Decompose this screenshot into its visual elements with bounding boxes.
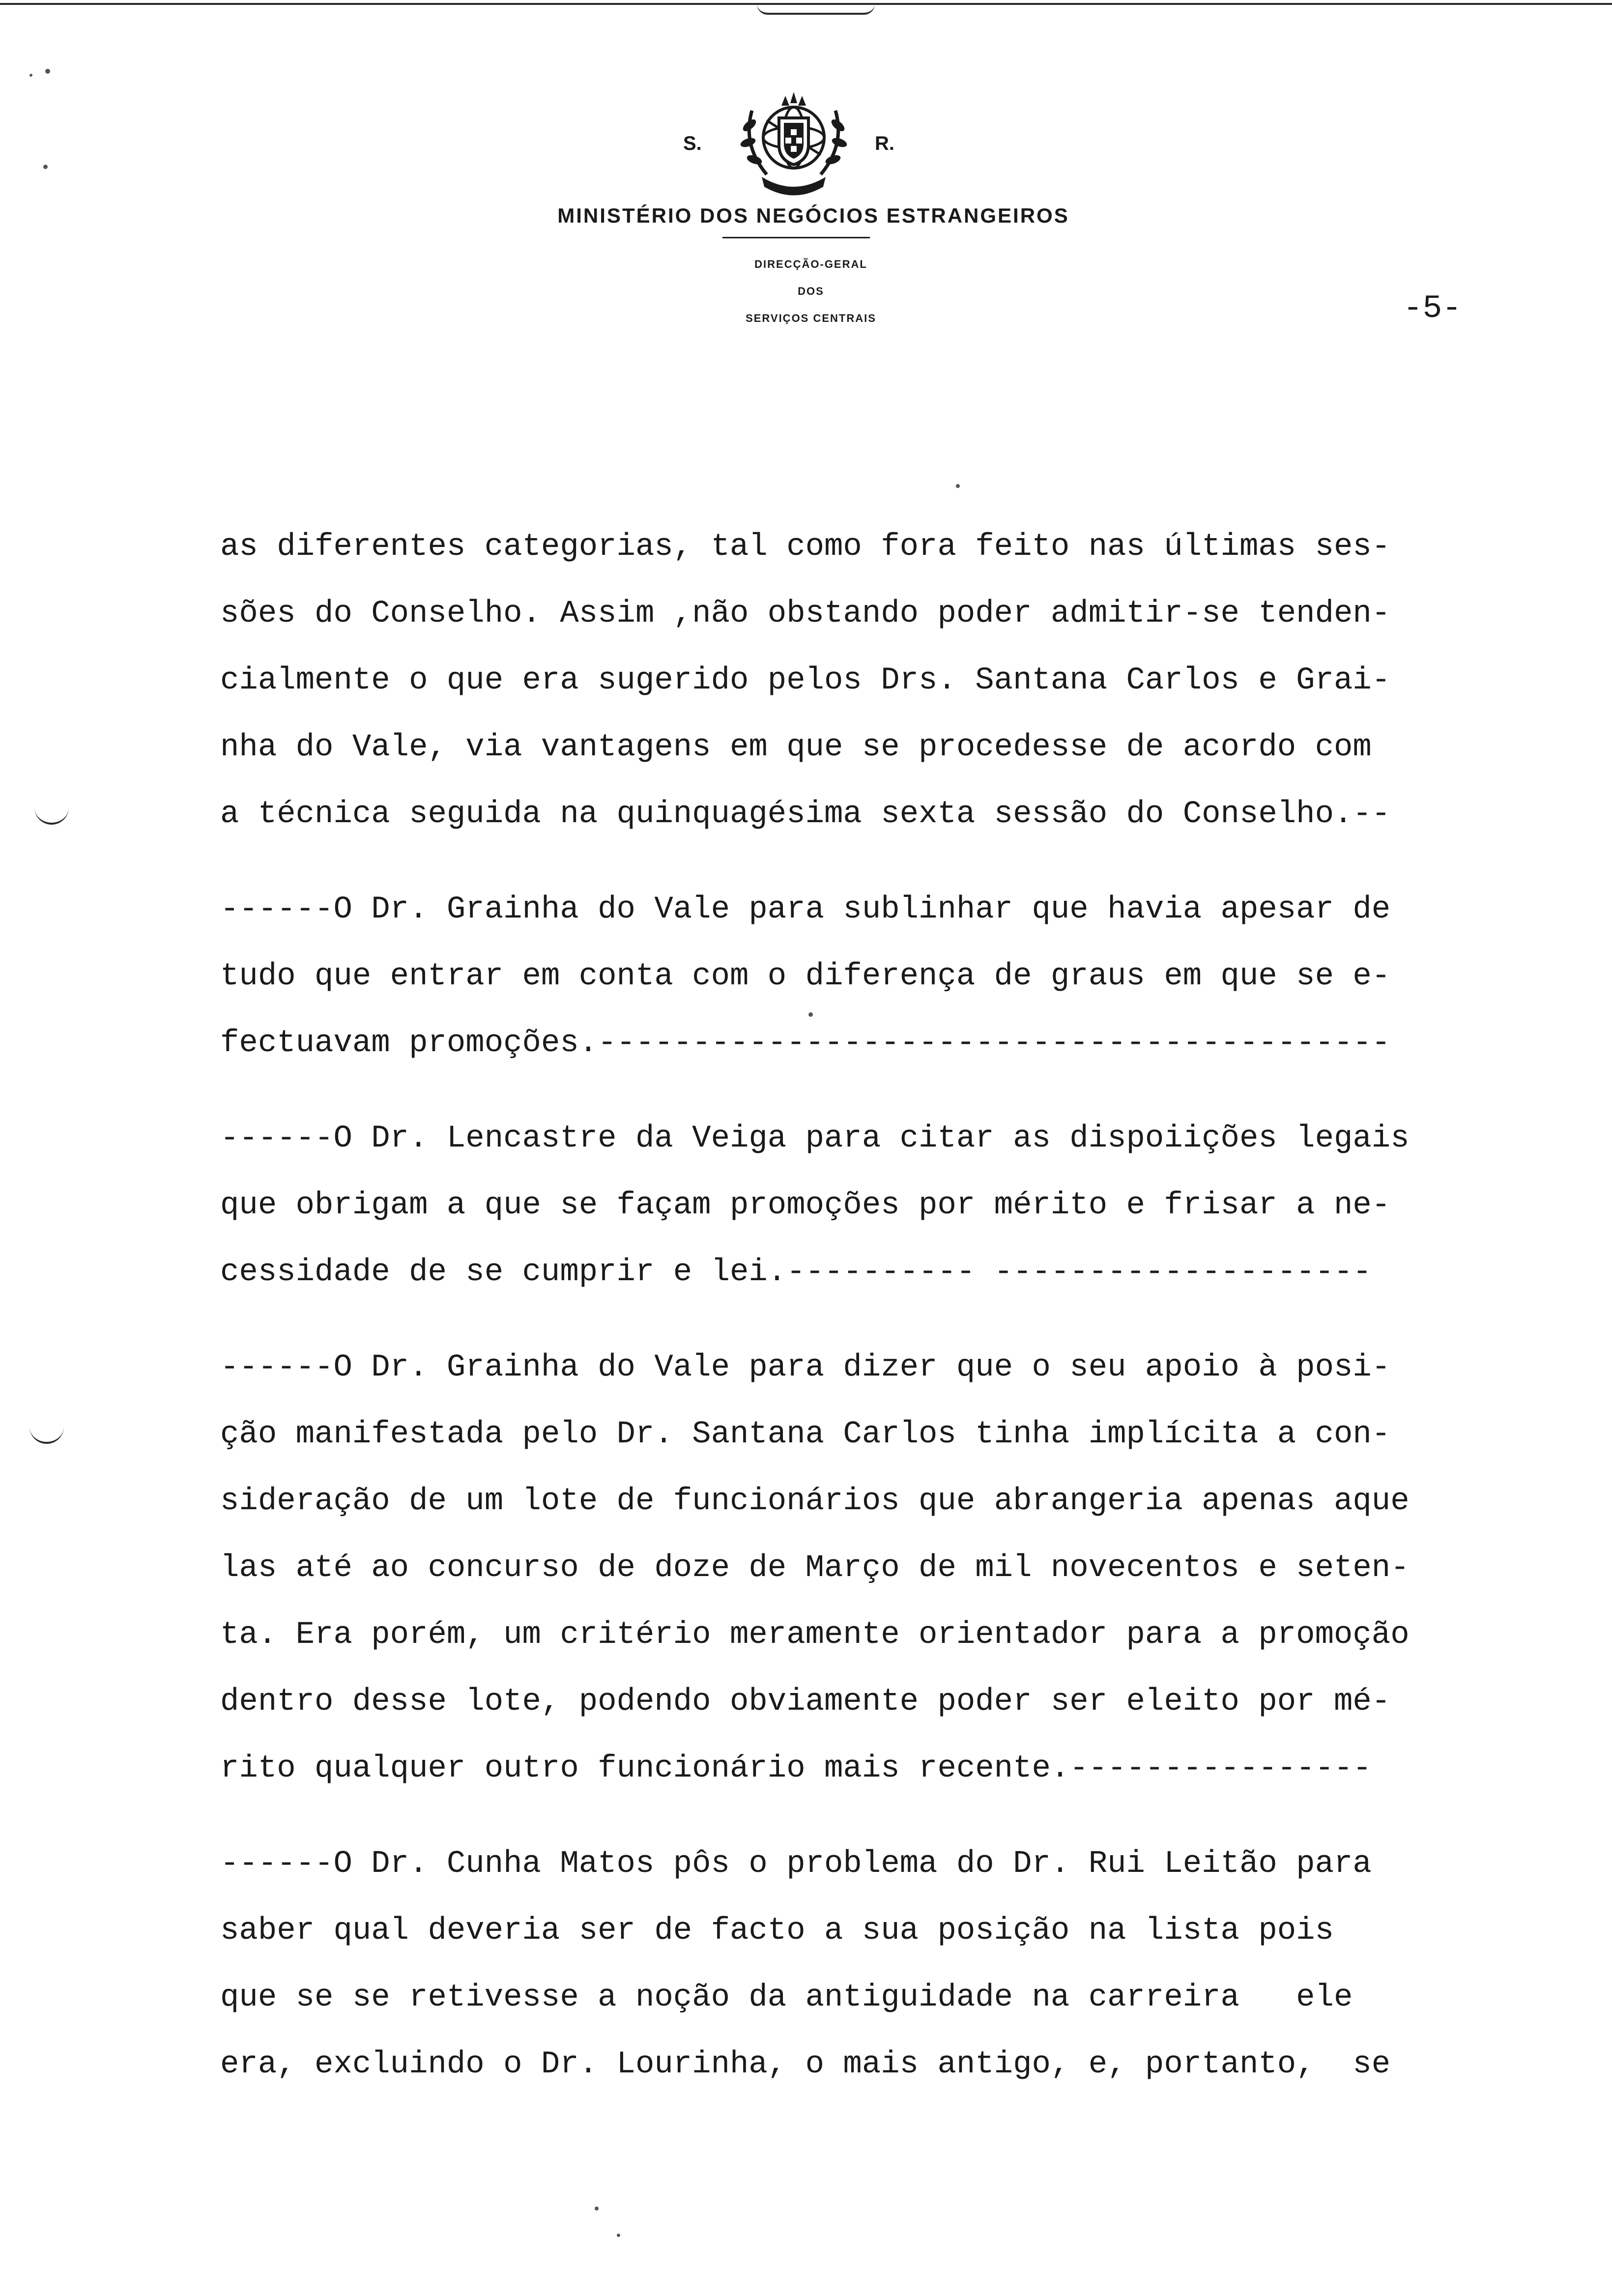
text-line: tudo que entrar em conta com o diferença de graus em que se e- [220,959,1391,994]
paragraph-2 [220,876,1518,1077]
scan-speck [595,2207,599,2210]
scan-speck [956,484,960,488]
text-line: sões do Conselho. Assim ,não obstando poder admitir-se tenden- [220,596,1391,631]
text-line: las até ao concurso de doze de Março de mil novecentos e seten- [220,1550,1410,1586]
text-line: cialmente o que era sugerido pelos Drs. Santana Carlos e Grai- [220,663,1391,698]
text-line: ------O Dr. Grainha do Vale para dizer que o seu apoio à posi- [220,1350,1391,1385]
text-line: dentro desse lote, podendo obviamente poder ser eleito por mé- [220,1684,1391,1720]
text-line: ------O Dr. Lencastre da Veiga para citar as dispoiições legais [220,1121,1410,1156]
text-line: fectuavam promoções.------------------------------------------ [220,1026,1391,1061]
text-line: que se se retivesse a noção da antiguidade na carreira ele [220,1980,1353,2015]
scan-speck [45,69,50,74]
text-line: ------O Dr. Cunha Matos pôs o problema do Dr. Rui Leitão para [220,1846,1372,1882]
paragraph-3 [220,1105,1518,1306]
text-line: ------O Dr. Grainha do Vale para sublinhar que havia apesar de [220,892,1391,927]
paragraph-1 [220,514,1518,848]
page-number: -5- [1403,290,1462,327]
document-body [220,514,1518,2126]
text-line: rito qualquer outro funcionário mais recente.---------------- [220,1751,1372,1786]
text-line: a técnica seguida na quinquagésima sexta sessão do Conselho.-- [220,797,1391,832]
text-line: nha do Vale, via vantagens em que se procedesse de acordo com [220,730,1372,765]
letterhead-initial-r: R. [875,133,894,154]
paragraph-4 [220,1334,1518,1802]
department-line-1: DIRECÇÃO-GERAL [754,258,867,270]
coat-of-arms-icon [732,91,855,199]
department-line-2: DOS [798,285,824,297]
text-line: era, excluindo o Dr. Lourinha, o mais antigo, e, portanto, se [220,2047,1391,2082]
scan-speck [29,74,32,77]
text-line: ta. Era porém, um critério meramente orientador para a promoção [220,1617,1410,1653]
letterhead [0,84,1612,349]
text-line: ção manifestada pelo Dr. Santana Carlos tinha implícita a con- [220,1417,1391,1452]
text-line: saber qual deveria ser de facto a sua posição na lista pois [220,1913,1334,1949]
text-line: sideração de um lote de funcionários que abrangeria apenas aque [220,1484,1410,1519]
letterhead-divider [722,237,870,238]
paragraph-5 [220,1831,1518,2098]
margin-mark [29,1425,64,1444]
department-line-3: SERVIÇOS CENTRAIS [746,312,876,324]
letterhead-initial-s: S. [683,133,702,154]
text-line: cessidade de se cumprir e lei.---------- -------------------- [220,1255,1372,1290]
scan-speck [617,2234,620,2237]
page-top-edge-curl [757,4,875,15]
margin-mark [34,806,69,825]
text-line: que obrigam a que se façam promoções por mérito e frisar a ne- [220,1188,1391,1223]
ministry-name: MINISTÉRIO DOS NEGÓCIOS ESTRANGEIROS [557,204,1069,227]
text-line: as diferentes categorias, tal como fora feito nas últimas ses- [220,529,1391,565]
